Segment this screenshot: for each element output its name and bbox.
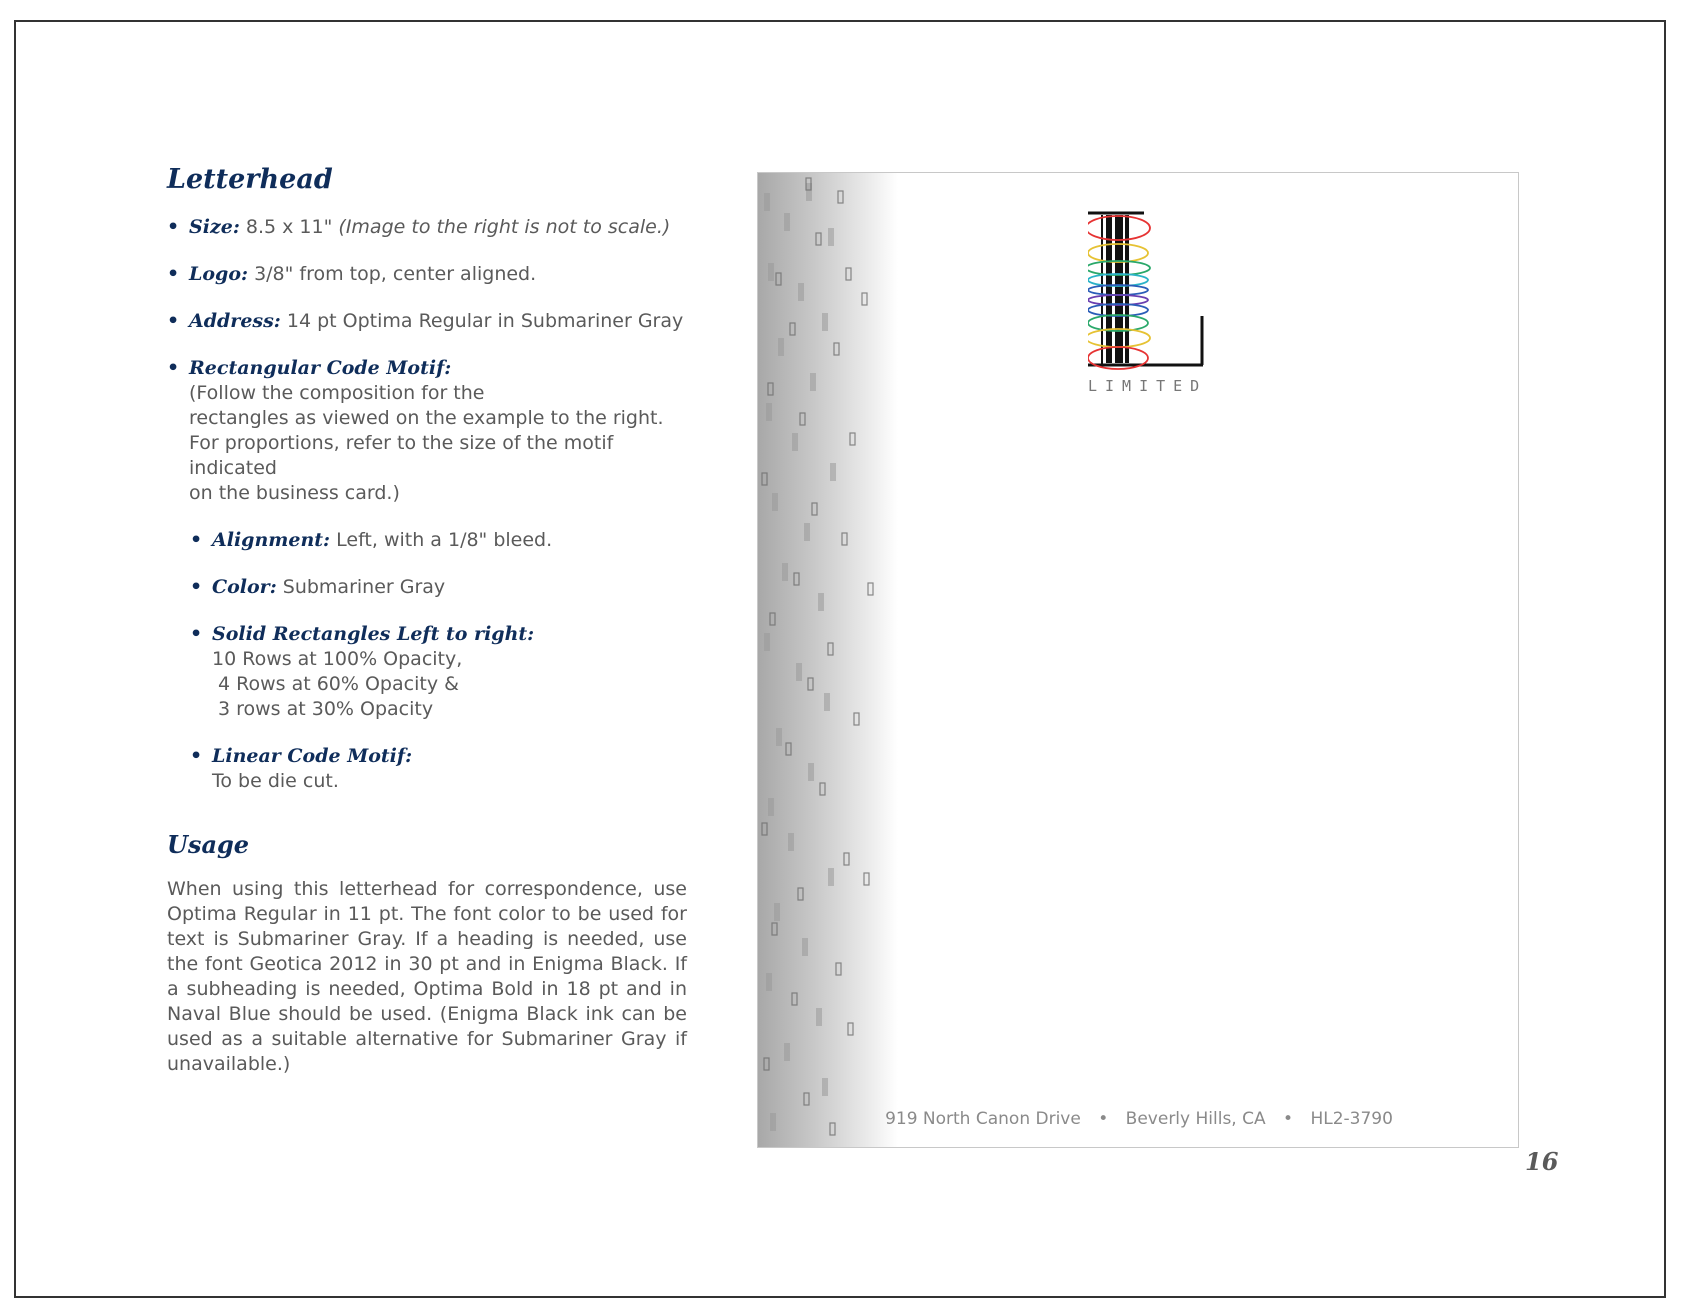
spec-solid-rects-line: 3 rows at 30% Opacity <box>218 698 434 720</box>
address-city: Beverly Hills, CA <box>1125 1109 1266 1129</box>
spec-solid-rects-line: 10 Rows at 100% Opacity, <box>212 648 463 670</box>
spec-solid-rects-line: 4 Rows at 60% Opacity & <box>218 673 459 695</box>
motif-rectangles <box>758 173 898 1148</box>
spec-logo-value: 3/8" from top, center aligned. <box>254 263 537 285</box>
spec-rect-motif-line: (Follow the composition for the <box>189 382 485 404</box>
spec-rect-motif-label: • Rectangular Code Motif: <box>189 357 452 379</box>
address-separator: • <box>1283 1109 1294 1129</box>
logo-text: LIMITED <box>1088 377 1208 395</box>
spec-rect-motif-line: on the business card.) <box>189 482 400 504</box>
spec-alignment-value: Left, with a 1/8" bleed. <box>336 529 553 551</box>
spec-size <box>167 215 687 240</box>
spec-linear-motif <box>167 744 687 794</box>
spec-linear-motif-label: • Linear Code Motif: <box>212 745 413 767</box>
address-separator: • <box>1098 1109 1109 1129</box>
address-street: 919 North Canon Drive <box>885 1109 1081 1129</box>
spec-size-value: 8.5 x 11" <box>245 216 333 238</box>
letterhead-example <box>757 172 1519 1148</box>
spec-rect-motif <box>167 356 687 506</box>
spec-solid-rects <box>167 622 687 722</box>
limited-logo <box>1088 208 1218 398</box>
page-number: 16 <box>1525 1147 1559 1176</box>
spec-solid-rects-label: • Solid Rectangles Left to right: <box>212 623 535 645</box>
spec-alignment-label: Alignment: <box>212 529 331 551</box>
spec-color-label: Color: <box>212 576 277 598</box>
spec-address-value: 14 pt Optima Regular in Submariner Gray <box>286 310 684 332</box>
spec-address-label: Address: <box>189 310 281 332</box>
page-title: Letterhead <box>167 164 333 195</box>
usage-text: When using this letterhead for correspondence, use Optima Regular in 11 pt. The font color to be used for text is Submariner Gray. If a heading is needed, use the font Geotica 2012 in 30 pt and in Enigma Black. If a subheading is needed, Optima Bold in 18 pt and in Naval Blue should be used. (Enigma Black ink can be used as a suitable alternative for Submariner Gray if unavailable.) <box>167 878 687 1075</box>
spec-size-note: (Image to the right is not to scale.) <box>338 216 671 238</box>
spec-size-label: Size: <box>189 216 240 238</box>
spec-linear-motif-value: To be die cut. <box>212 770 339 792</box>
spec-logo <box>167 262 687 287</box>
letterhead-address <box>758 1109 1519 1129</box>
spec-logo-label: Logo: <box>189 263 249 285</box>
spec-alignment <box>167 528 687 553</box>
spec-column <box>167 164 687 1077</box>
usage-heading: Usage <box>167 830 250 859</box>
spec-color-value: Submariner Gray <box>282 576 446 598</box>
spec-address <box>167 309 687 334</box>
rectangular-code-motif <box>758 173 898 1147</box>
spec-color <box>167 575 687 600</box>
spec-rect-motif-line: For proportions, refer to the size of the motif indicated <box>189 432 614 479</box>
address-phone: HL2-3790 <box>1310 1109 1393 1129</box>
spec-rect-motif-line: rectangles as viewed on the example to the right. <box>189 407 664 429</box>
